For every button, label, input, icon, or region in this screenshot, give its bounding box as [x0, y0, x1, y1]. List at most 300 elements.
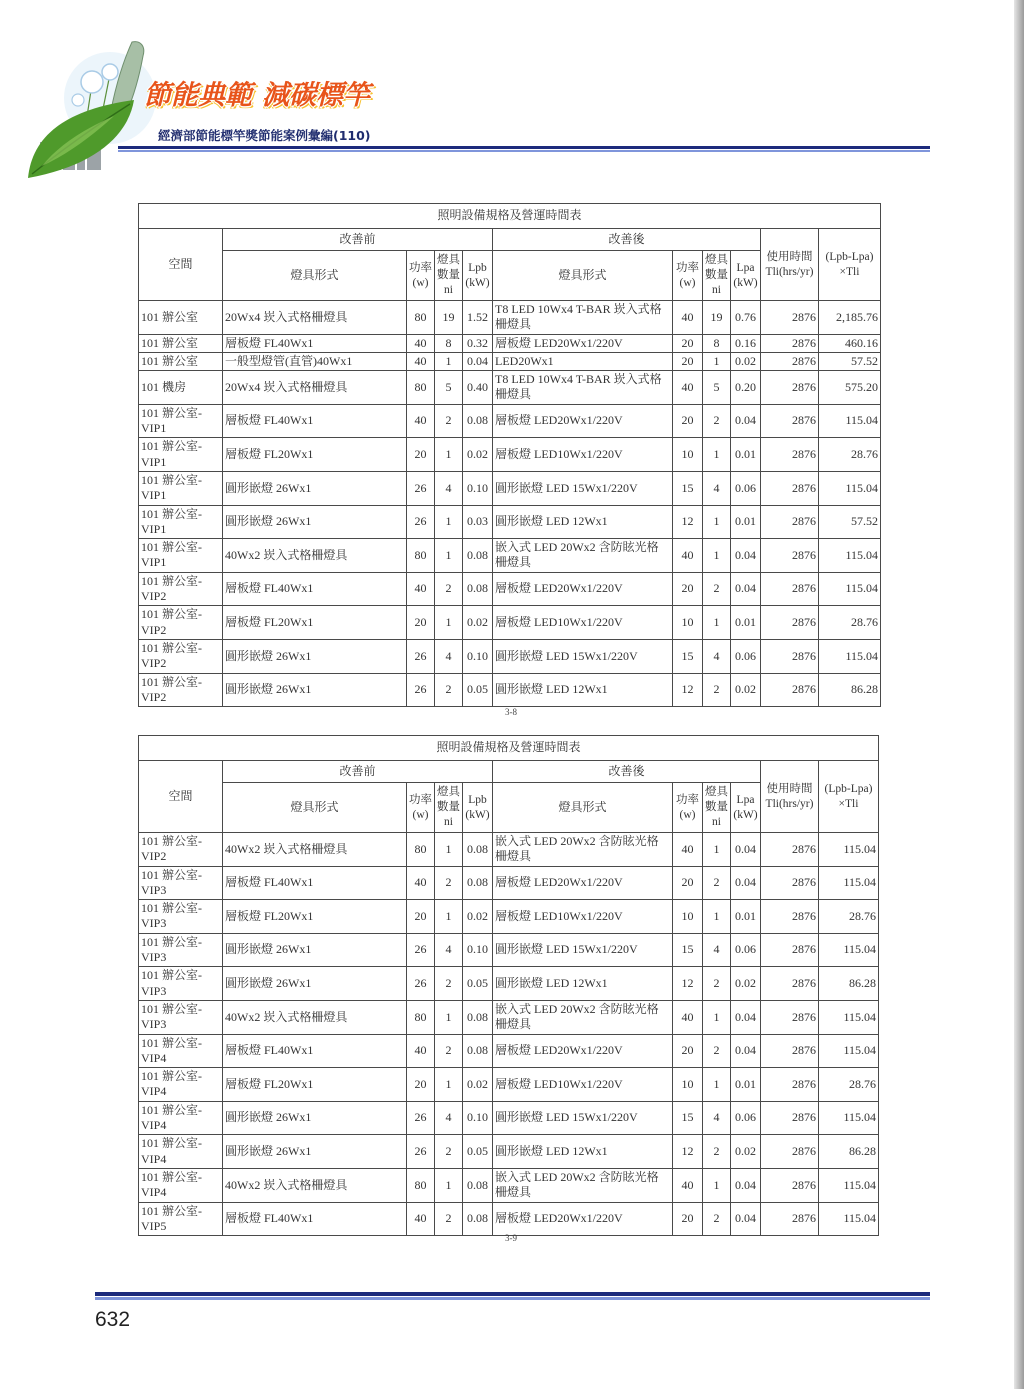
- cell-before-lpb: 0.02: [463, 606, 493, 640]
- table-row: [139, 1068, 879, 1102]
- table-row: [139, 866, 879, 900]
- header-lpb-line: (kW): [465, 276, 490, 289]
- cell-after-fixture: 層板燈 LED10Wx1/220V: [493, 438, 673, 472]
- cell-before-count: 1: [435, 606, 463, 640]
- cell-hours: 2876: [761, 866, 819, 900]
- cell-after-lpa: 0.02: [731, 1135, 761, 1169]
- cell-hours: 2876: [761, 1101, 819, 1135]
- cell-after-lpa: 0.06: [731, 933, 761, 967]
- table-caption: 照明設備規格及營運時間表: [139, 736, 879, 761]
- table-header: [139, 736, 879, 833]
- header-space: 空間: [139, 761, 223, 833]
- header-count-line: 數量: [705, 801, 728, 813]
- cell-after-fixture: 圓形嵌燈 LED 15Wx1/220V: [493, 639, 673, 673]
- cell-before-lpb: 0.10: [463, 471, 493, 505]
- cell-before-lpb: 0.10: [463, 1101, 493, 1135]
- cell-after-count: 1: [703, 1168, 731, 1202]
- publication-title: [144, 80, 370, 112]
- cell-after-power: 10: [673, 1068, 703, 1102]
- cell-saving: 115.04: [819, 1034, 879, 1068]
- cell-before-lpb: 0.02: [463, 900, 493, 934]
- cell-after-count: 1: [703, 1000, 731, 1034]
- after-count-header: [703, 251, 731, 301]
- publication-subtitle: 經濟部節能標竿獎節能案例彙編(110): [158, 128, 371, 143]
- cell-before-fixture: 層板燈 FL40Wx1: [223, 404, 407, 438]
- cell-space: 101 辦公室-VIP5: [139, 1202, 223, 1236]
- cell-before-fixture: 層板燈 FL40Wx1: [223, 866, 407, 900]
- header-hours: [761, 761, 819, 833]
- table-row: [139, 352, 881, 370]
- cell-after-lpa: 0.06: [731, 1101, 761, 1135]
- cell-before-power: 20: [407, 438, 435, 472]
- cell-space: 101 辦公室-VIP3: [139, 1000, 223, 1034]
- cell-before-count: 2: [435, 404, 463, 438]
- cell-after-count: 2: [703, 1202, 731, 1236]
- cell-hours: 2876: [761, 505, 819, 539]
- cell-after-power: 15: [673, 639, 703, 673]
- cell-after-power: 15: [673, 933, 703, 967]
- cell-after-power: 10: [673, 438, 703, 472]
- cell-saving: 115.04: [819, 1000, 879, 1034]
- cell-after-count: 2: [703, 1034, 731, 1068]
- cell-before-lpb: 0.10: [463, 933, 493, 967]
- cell-space: 101 辦公室-VIP1: [139, 505, 223, 539]
- table-row: [139, 833, 879, 867]
- cell-before-count: 1: [435, 1168, 463, 1202]
- header-power-line: (w): [412, 276, 429, 289]
- header-saving: [819, 761, 879, 833]
- cell-hours: 2876: [761, 371, 819, 405]
- header-row-1: [139, 761, 879, 783]
- header-after: 改善後: [493, 761, 761, 783]
- after-fixture-header: 燈具形式: [493, 251, 673, 301]
- header-space: 空間: [139, 229, 223, 301]
- cell-before-fixture: 圓形嵌燈 26Wx1: [223, 967, 407, 1001]
- caption-row: [139, 736, 879, 761]
- cell-after-power: 20: [673, 404, 703, 438]
- cell-space: 101 辦公室-VIP4: [139, 1034, 223, 1068]
- cell-hours: 2876: [761, 301, 819, 335]
- cell-after-power: 20: [673, 572, 703, 606]
- header-after: 改善後: [493, 229, 761, 251]
- footer-rule-light: [95, 1297, 930, 1300]
- table-row: [139, 639, 881, 673]
- cell-hours: 2876: [761, 334, 819, 352]
- cell-before-fixture: 40Wx2 崁入式格柵燈具: [223, 1000, 407, 1034]
- cell-before-fixture: 層板燈 FL40Wx1: [223, 334, 407, 352]
- cell-hours: 2876: [761, 1202, 819, 1236]
- cell-saving: 28.76: [819, 900, 879, 934]
- table-row: [139, 505, 881, 539]
- cell-before-fixture: 層板燈 FL40Wx1: [223, 1202, 407, 1236]
- cell-before-power: 80: [407, 301, 435, 335]
- cell-after-count: 4: [703, 639, 731, 673]
- after-fixture-header: 燈具形式: [493, 783, 673, 833]
- cell-saving: 57.52: [819, 352, 881, 370]
- table-row: [139, 1101, 879, 1135]
- cell-hours: 2876: [761, 933, 819, 967]
- cell-after-power: 12: [673, 673, 703, 707]
- cell-saving: 86.28: [819, 967, 879, 1001]
- table-row: [139, 933, 879, 967]
- cell-after-count: 4: [703, 933, 731, 967]
- cell-after-power: 40: [673, 1000, 703, 1034]
- header-power-line: (w): [679, 808, 696, 821]
- table-row: [139, 1202, 879, 1236]
- cell-before-fixture: 20Wx4 崁入式格柵燈具: [223, 371, 407, 405]
- cell-saving: 115.04: [819, 1202, 879, 1236]
- cell-before-power: 40: [407, 866, 435, 900]
- cell-hours: 2876: [761, 1068, 819, 1102]
- cell-hours: 2876: [761, 1168, 819, 1202]
- cell-after-lpa: 0.01: [731, 1068, 761, 1102]
- cell-space: 101 辦公室-VIP3: [139, 866, 223, 900]
- cell-saving: 2,185.76: [819, 301, 881, 335]
- table-body: [139, 833, 879, 1236]
- header-lpb-line: Lpb: [468, 793, 487, 806]
- cell-before-fixture: 40Wx2 崁入式格柵燈具: [223, 539, 407, 573]
- cell-after-count: 1: [703, 438, 731, 472]
- cell-saving: 115.04: [819, 639, 881, 673]
- cell-before-count: 19: [435, 301, 463, 335]
- cell-before-fixture: 層板燈 FL20Wx1: [223, 1068, 407, 1102]
- before-fixture-header: 燈具形式: [223, 783, 407, 833]
- header-hours-line: Tli(hrs/yr): [765, 797, 814, 810]
- cell-hours: 2876: [761, 352, 819, 370]
- cell-after-fixture: 嵌入式 LED 20Wx2 含防眩光格柵燈具: [493, 1168, 673, 1202]
- header-count-line: 燈具: [705, 786, 728, 798]
- cell-after-power: 12: [673, 967, 703, 1001]
- cell-after-count: 4: [703, 471, 731, 505]
- cell-before-lpb: 0.08: [463, 1034, 493, 1068]
- cell-before-power: 40: [407, 1202, 435, 1236]
- cell-after-count: 1: [703, 539, 731, 573]
- cell-before-lpb: 0.02: [463, 438, 493, 472]
- header-count-line: ni: [712, 284, 721, 296]
- cell-after-count: 1: [703, 352, 731, 370]
- table-body: [139, 301, 881, 707]
- page-marker: 3-9: [505, 1233, 517, 1243]
- cell-saving: 115.04: [819, 1101, 879, 1135]
- cell-before-lpb: 0.08: [463, 404, 493, 438]
- before-power-header: [407, 251, 435, 301]
- cell-space: 101 辦公室-VIP2: [139, 673, 223, 707]
- cell-before-power: 26: [407, 933, 435, 967]
- cell-before-count: 5: [435, 371, 463, 405]
- after-lpa-header: [731, 783, 761, 833]
- cell-after-power: 40: [673, 539, 703, 573]
- header-hours: [761, 229, 819, 301]
- cell-after-fixture: LED20Wx1: [493, 352, 673, 370]
- cell-after-fixture: 嵌入式 LED 20Wx2 含防眩光格柵燈具: [493, 833, 673, 867]
- cell-before-power: 20: [407, 606, 435, 640]
- cell-hours: 2876: [761, 539, 819, 573]
- cell-before-lpb: 0.05: [463, 673, 493, 707]
- cell-saving: 28.76: [819, 1068, 879, 1102]
- cell-after-fixture: 層板燈 LED20Wx1/220V: [493, 866, 673, 900]
- cell-before-power: 40: [407, 404, 435, 438]
- cell-after-count: 4: [703, 1101, 731, 1135]
- cell-before-count: 8: [435, 334, 463, 352]
- header-hours-line: Tli(hrs/yr): [765, 265, 814, 278]
- cell-before-power: 20: [407, 1068, 435, 1102]
- cell-space: 101 辦公室-VIP4: [139, 1101, 223, 1135]
- cell-after-fixture: T8 LED 10Wx4 T-BAR 崁入式格柵燈具: [493, 301, 673, 335]
- cell-after-power: 20: [673, 352, 703, 370]
- cell-after-count: 2: [703, 866, 731, 900]
- cell-after-lpa: 0.76: [731, 301, 761, 335]
- header-rule-light: [118, 150, 930, 152]
- cell-after-fixture: T8 LED 10Wx4 T-BAR 崁入式格柵燈具: [493, 371, 673, 405]
- table-row: [139, 900, 879, 934]
- cell-after-fixture: 圓形嵌燈 LED 12Wx1: [493, 1135, 673, 1169]
- cell-hours: 2876: [761, 1034, 819, 1068]
- cell-after-fixture: 層板燈 LED20Wx1/220V: [493, 404, 673, 438]
- cell-before-fixture: 圓形嵌燈 26Wx1: [223, 1101, 407, 1135]
- cell-saving: 57.52: [819, 505, 881, 539]
- cell-after-count: 19: [703, 301, 731, 335]
- cell-saving: 28.76: [819, 606, 881, 640]
- cell-saving: 115.04: [819, 833, 879, 867]
- cell-after-power: 20: [673, 1202, 703, 1236]
- cell-saving: 460.16: [819, 334, 881, 352]
- cell-after-lpa: 0.02: [731, 967, 761, 1001]
- cell-after-lpa: 0.01: [731, 438, 761, 472]
- cell-before-power: 40: [407, 334, 435, 352]
- header-lpa-line: Lpa: [736, 793, 755, 806]
- header-lpb-line: (kW): [465, 808, 490, 821]
- cell-after-fixture: 圓形嵌燈 LED 15Wx1/220V: [493, 933, 673, 967]
- cell-before-fixture: 20Wx4 崁入式格柵燈具: [223, 301, 407, 335]
- cell-after-fixture: 圓形嵌燈 LED 15Wx1/220V: [493, 471, 673, 505]
- cell-after-power: 12: [673, 1135, 703, 1169]
- cell-after-power: 40: [673, 833, 703, 867]
- cell-after-lpa: 0.06: [731, 639, 761, 673]
- before-lpb-header: [463, 251, 493, 301]
- cell-after-count: 5: [703, 371, 731, 405]
- cell-hours: 2876: [761, 471, 819, 505]
- cell-after-lpa: 0.01: [731, 900, 761, 934]
- header-before: 改善前: [223, 229, 493, 251]
- cell-space: 101 辦公室-VIP1: [139, 404, 223, 438]
- cell-space: 101 辦公室-VIP2: [139, 833, 223, 867]
- header-count-line: 數量: [437, 269, 460, 281]
- cell-after-fixture: 層板燈 LED20Wx1/220V: [493, 1202, 673, 1236]
- header-rule: [118, 146, 930, 149]
- header-power-line: (w): [679, 276, 696, 289]
- cell-before-fixture: 圓形嵌燈 26Wx1: [223, 505, 407, 539]
- header-saving-line: ×Tli: [838, 797, 859, 810]
- header-saving-line: (Lpb-Lpa): [824, 782, 873, 795]
- cell-before-fixture: 圓形嵌燈 26Wx1: [223, 933, 407, 967]
- cell-before-count: 2: [435, 673, 463, 707]
- cell-space: 101 辦公室: [139, 334, 223, 352]
- before-power-header: [407, 783, 435, 833]
- header-before: 改善前: [223, 761, 493, 783]
- cell-after-fixture: 圓形嵌燈 LED 12Wx1: [493, 673, 673, 707]
- cell-saving: 115.04: [819, 404, 881, 438]
- cell-after-count: 2: [703, 967, 731, 1001]
- header-power-line: 功率: [676, 261, 699, 274]
- before-fixture-header: 燈具形式: [223, 251, 407, 301]
- cell-before-count: 2: [435, 1135, 463, 1169]
- cell-before-lpb: 0.08: [463, 1000, 493, 1034]
- header-count-line: ni: [444, 284, 453, 296]
- cell-after-power: 10: [673, 900, 703, 934]
- cell-after-count: 2: [703, 1135, 731, 1169]
- title-part-2: 減碳標竿: [262, 80, 370, 111]
- cell-before-power: 80: [407, 1168, 435, 1202]
- cell-after-fixture: 層板燈 LED20Wx1/220V: [493, 334, 673, 352]
- cell-after-power: 15: [673, 471, 703, 505]
- cell-space: 101 辦公室-VIP4: [139, 1068, 223, 1102]
- header-count-line: 數量: [437, 801, 460, 813]
- after-power-header: [673, 783, 703, 833]
- table-row: [139, 301, 881, 335]
- cell-after-lpa: 0.02: [731, 673, 761, 707]
- cell-before-power: 26: [407, 505, 435, 539]
- cell-before-lpb: 0.08: [463, 539, 493, 573]
- table-row: [139, 1000, 879, 1034]
- cell-before-count: 2: [435, 1034, 463, 1068]
- cell-after-lpa: 0.04: [731, 1034, 761, 1068]
- cell-before-lpb: 0.05: [463, 1135, 493, 1169]
- header-power-line: 功率: [409, 261, 432, 274]
- lighting-table-section-1: [138, 203, 881, 707]
- cell-before-lpb: 0.05: [463, 967, 493, 1001]
- cell-after-power: 20: [673, 334, 703, 352]
- table-caption: 照明設備規格及營運時間表: [139, 204, 881, 229]
- cell-space: 101 機房: [139, 371, 223, 405]
- cell-after-count: 2: [703, 673, 731, 707]
- cell-before-count: 1: [435, 1068, 463, 1102]
- cell-after-lpa: 0.06: [731, 471, 761, 505]
- cell-before-count: 1: [435, 505, 463, 539]
- cell-saving: 86.28: [819, 673, 881, 707]
- cell-after-count: 2: [703, 572, 731, 606]
- header-power-line: (w): [412, 808, 429, 821]
- cell-after-power: 40: [673, 1168, 703, 1202]
- cell-before-count: 1: [435, 1000, 463, 1034]
- cell-after-fixture: 嵌入式 LED 20Wx2 含防眩光格柵燈具: [493, 1000, 673, 1034]
- cell-after-fixture: 圓形嵌燈 LED 12Wx1: [493, 505, 673, 539]
- cell-space: 101 辦公室: [139, 352, 223, 370]
- cell-before-lpb: 0.08: [463, 833, 493, 867]
- cell-after-lpa: 0.16: [731, 334, 761, 352]
- header-hours-line: 使用時間: [766, 782, 813, 795]
- lighting-spec-table: [138, 203, 881, 707]
- cell-before-count: 2: [435, 572, 463, 606]
- table-row: [139, 673, 881, 707]
- cell-space: 101 辦公室-VIP3: [139, 900, 223, 934]
- cell-after-power: 20: [673, 866, 703, 900]
- cell-before-fixture: 圓形嵌燈 26Wx1: [223, 1135, 407, 1169]
- table-row: [139, 404, 881, 438]
- cell-before-power: 26: [407, 673, 435, 707]
- cell-hours: 2876: [761, 606, 819, 640]
- cell-before-fixture: 一般型燈管(直管)40Wx1: [223, 352, 407, 370]
- header-count-line: 燈具: [437, 254, 460, 266]
- cell-after-count: 1: [703, 606, 731, 640]
- cell-after-lpa: 0.04: [731, 833, 761, 867]
- cell-space: 101 辦公室-VIP2: [139, 639, 223, 673]
- table-row: [139, 438, 881, 472]
- cell-after-fixture: 圓形嵌燈 LED 12Wx1: [493, 967, 673, 1001]
- header-saving-line: ×Tli: [839, 265, 860, 278]
- page-edge-shadow: [1014, 0, 1024, 1389]
- cell-hours: 2876: [761, 1135, 819, 1169]
- cell-after-count: 1: [703, 900, 731, 934]
- after-power-header: [673, 251, 703, 301]
- cell-before-lpb: 0.03: [463, 505, 493, 539]
- lighting-spec-table: [138, 735, 879, 1236]
- cell-before-fixture: 層板燈 FL40Wx1: [223, 1034, 407, 1068]
- header-lpb-line: Lpb: [468, 261, 487, 274]
- cell-saving: 28.76: [819, 438, 881, 472]
- table-row: [139, 1168, 879, 1202]
- cell-before-power: 26: [407, 471, 435, 505]
- before-lpb-header: [463, 783, 493, 833]
- cell-after-count: 1: [703, 833, 731, 867]
- cell-hours: 2876: [761, 967, 819, 1001]
- cell-after-lpa: 0.20: [731, 371, 761, 405]
- cell-space: 101 辦公室-VIP3: [139, 933, 223, 967]
- header-lpa-line: (kW): [733, 808, 758, 821]
- cell-saving: 115.04: [819, 539, 881, 573]
- table-row: [139, 334, 881, 352]
- cell-before-fixture: 層板燈 FL20Wx1: [223, 438, 407, 472]
- table-row: [139, 471, 881, 505]
- cell-after-fixture: 層板燈 LED20Wx1/220V: [493, 1034, 673, 1068]
- cell-space: 101 辦公室-VIP1: [139, 438, 223, 472]
- cell-before-lpb: 0.40: [463, 371, 493, 405]
- cell-before-lpb: 1.52: [463, 301, 493, 335]
- cell-hours: 2876: [761, 673, 819, 707]
- cell-hours: 2876: [761, 572, 819, 606]
- cell-hours: 2876: [761, 404, 819, 438]
- cell-after-power: 40: [673, 301, 703, 335]
- cell-before-power: 80: [407, 1000, 435, 1034]
- cell-space: 101 辦公室-VIP2: [139, 572, 223, 606]
- cell-before-power: 80: [407, 371, 435, 405]
- cell-hours: 2876: [761, 438, 819, 472]
- cell-before-fixture: 圓形嵌燈 26Wx1: [223, 639, 407, 673]
- before-count-header: [435, 251, 463, 301]
- table-row: [139, 371, 881, 405]
- header-count-line: 燈具: [705, 254, 728, 266]
- cell-before-count: 1: [435, 539, 463, 573]
- cell-saving: 86.28: [819, 1135, 879, 1169]
- cell-after-fixture: 層板燈 LED10Wx1/220V: [493, 1068, 673, 1102]
- cell-before-lpb: 0.02: [463, 1068, 493, 1102]
- cell-after-power: 20: [673, 1034, 703, 1068]
- title-part-1: 節能典範: [144, 80, 252, 111]
- cell-before-power: 40: [407, 352, 435, 370]
- cell-space: 101 辦公室-VIP1: [139, 539, 223, 573]
- cell-space: 101 辦公室: [139, 301, 223, 335]
- cell-saving: 115.04: [819, 471, 881, 505]
- cell-before-lpb: 0.04: [463, 352, 493, 370]
- table-row: [139, 1034, 879, 1068]
- header-saving: [819, 229, 881, 301]
- cell-after-lpa: 0.04: [731, 1202, 761, 1236]
- cell-before-lpb: 0.32: [463, 334, 493, 352]
- header-count-line: ni: [444, 816, 453, 828]
- cell-after-fixture: 層板燈 LED10Wx1/220V: [493, 900, 673, 934]
- cell-after-fixture: 層板燈 LED20Wx1/220V: [493, 572, 673, 606]
- cell-space: 101 辦公室-VIP3: [139, 967, 223, 1001]
- cell-before-power: 80: [407, 539, 435, 573]
